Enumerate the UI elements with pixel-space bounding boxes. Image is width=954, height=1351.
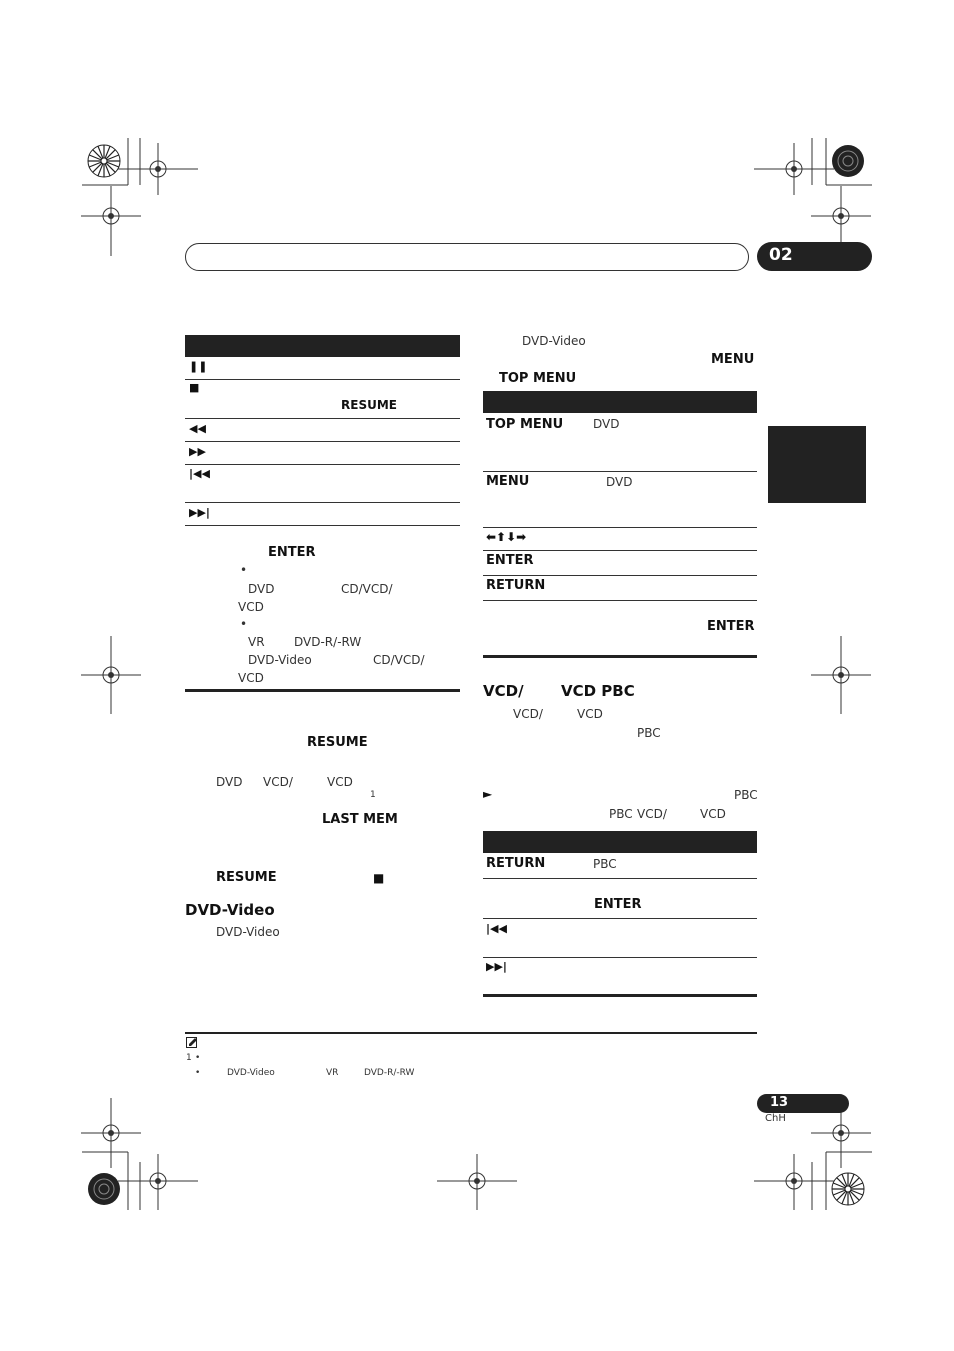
vcd-text: VCD [238, 671, 264, 685]
resume-label: RESUME [341, 398, 397, 412]
dvd-video-text: DVD-Video [522, 334, 586, 348]
divider [483, 471, 757, 472]
vcd-text: VCD/ [513, 707, 543, 721]
dvd-text: DVD [606, 475, 633, 489]
stop-icon: ■ [373, 871, 385, 885]
return-key: RETURN [486, 578, 546, 593]
divider [185, 418, 460, 419]
divider [483, 957, 757, 958]
divider [185, 464, 460, 465]
crosshair-icon [811, 186, 871, 246]
dvd-text: DVD [216, 775, 243, 789]
menu-label: MENU [711, 352, 755, 367]
page-number-badge [757, 1094, 849, 1113]
registration-wheel-icon [87, 1172, 121, 1206]
next-icon: ▶▶| [189, 506, 210, 519]
cd-vcd-text: CD/VCD/ [341, 582, 393, 596]
resume-label: RESUME [216, 870, 277, 885]
crosshair-icon [437, 1146, 517, 1216]
section-divider [483, 994, 757, 997]
registration-wheel-icon [87, 144, 121, 178]
vr-text: VR [326, 1068, 339, 1078]
dvd-video-text: DVD-Video [248, 653, 312, 667]
return-key: RETURN [486, 856, 546, 871]
enter-label: ENTER [707, 619, 755, 634]
previous-icon: |◀◀ [486, 922, 507, 935]
chapter-number: 02 [769, 245, 793, 265]
pbc-text: PBC [593, 857, 617, 871]
vcd-text: VCD/ [263, 775, 293, 789]
dvd-text: DVD [593, 417, 620, 431]
arrow-keys-icon: ⬅⬆⬇➡ [486, 530, 527, 544]
bullet: • [240, 563, 248, 577]
resume-label: RESUME [307, 735, 368, 750]
section-heading-b: VCD PBC [561, 682, 635, 700]
bullet: • [195, 1053, 201, 1063]
bullet: • [195, 1068, 201, 1078]
vcd-text: VCD [577, 707, 603, 721]
enter-label: ENTER [268, 545, 316, 560]
section-heading: DVD-Video [185, 901, 275, 919]
footnote-ref: 1 [370, 790, 376, 800]
footnote-divider [185, 1032, 757, 1034]
play-icon: ► [483, 787, 493, 801]
rewind-icon: ◀◀ [189, 422, 206, 435]
language-code: ChH [765, 1113, 786, 1124]
divider [483, 918, 757, 919]
pbc-text: PBC [609, 807, 633, 821]
divider [483, 575, 757, 576]
top-menu-label: TOP MENU [499, 371, 577, 386]
dvd-r-rw-text: DVD-R/-RW [364, 1068, 415, 1078]
crosshair-icon [811, 636, 871, 716]
dvd-r-rw-text: DVD-R/-RW [294, 635, 362, 649]
crosshair-icon [754, 1146, 834, 1216]
divider [483, 550, 757, 551]
registration-wheel-icon [831, 1172, 865, 1206]
menu-key: MENU [486, 474, 530, 489]
crosshair-icon [81, 186, 141, 246]
crosshair-icon [81, 636, 141, 716]
cd-vcd-text: CD/VCD/ [373, 653, 425, 667]
dvd-video-text: DVD-Video [227, 1068, 275, 1078]
divider [483, 527, 757, 528]
language-tab [768, 426, 866, 503]
dvd-video-text: DVD-Video [216, 925, 280, 939]
top-menu-key: TOP MENU [486, 417, 564, 432]
last-mem-label: LAST MEM [322, 812, 398, 827]
next-icon: ▶▶| [486, 960, 507, 973]
divider [483, 878, 757, 879]
section-divider [483, 655, 757, 658]
footnote-number: 1 [186, 1053, 192, 1063]
previous-icon: |◀◀ [189, 467, 210, 480]
divider [185, 525, 460, 526]
chapter-title-bar [185, 243, 749, 271]
pause-icon: ❚❚ [189, 360, 208, 373]
registration-wheel-icon [831, 144, 865, 178]
section-heading-a: VCD/ [483, 682, 524, 700]
table-header [185, 335, 460, 357]
divider [185, 379, 460, 380]
table-header [483, 391, 757, 413]
dvd-text: DVD [248, 582, 275, 596]
stop-icon: ■ [189, 381, 200, 394]
page-number: 13 [770, 1095, 789, 1110]
section-divider [185, 689, 460, 692]
enter-key: ENTER [594, 897, 642, 912]
note-icon [186, 1036, 198, 1048]
bullet: • [240, 617, 248, 631]
vr-text: VR [248, 635, 265, 649]
pbc-text: PBC [637, 726, 661, 740]
divider [185, 502, 460, 503]
divider [483, 600, 757, 601]
divider [185, 441, 460, 442]
vcd-text: VCD [238, 600, 264, 614]
crosshair-icon [118, 1146, 198, 1216]
pbc-text: PBC [734, 788, 758, 802]
chapter-number-badge [757, 242, 872, 271]
table-header [483, 831, 757, 853]
vcd-text: VCD [700, 807, 726, 821]
enter-key: ENTER [486, 553, 534, 568]
vcd-text: VCD/ [637, 807, 667, 821]
fast-forward-icon: ▶▶ [189, 445, 206, 458]
vcd-text: VCD [327, 775, 353, 789]
